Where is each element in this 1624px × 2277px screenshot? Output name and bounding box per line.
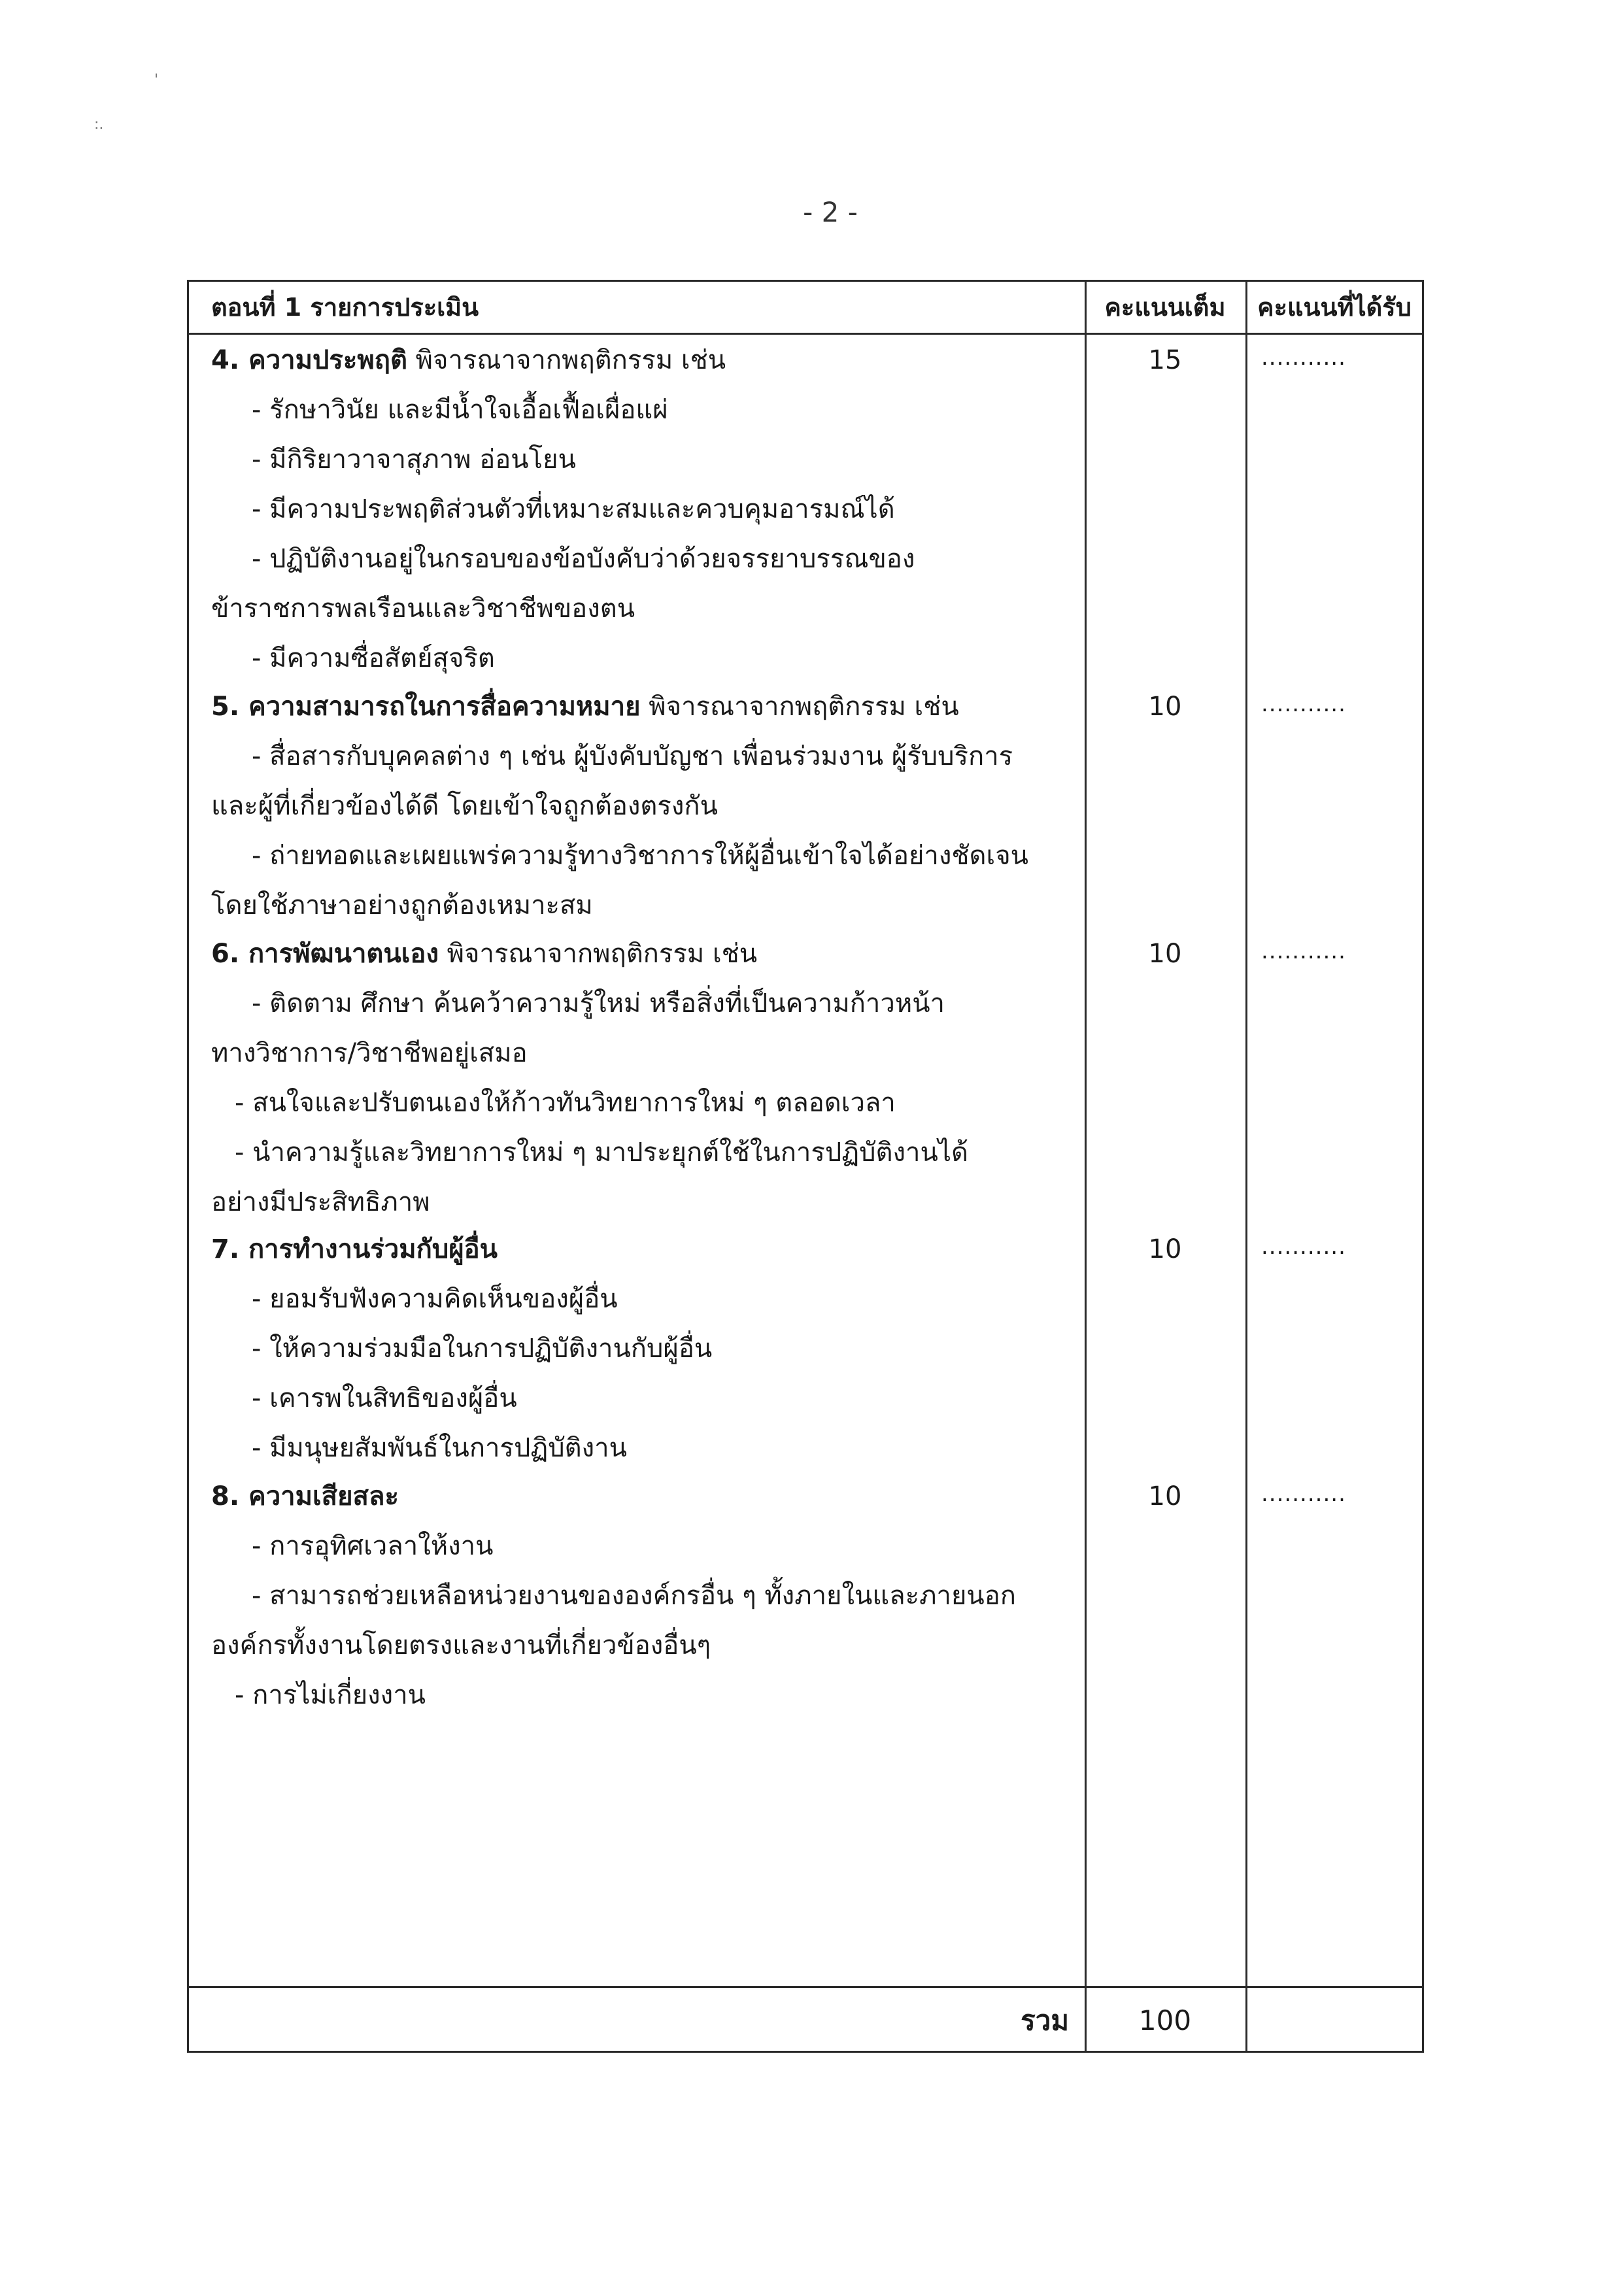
criterion-bullet: - มีความประพฤติส่วนตัวที่เหมาะสมและควบคุมอารมณ์ได้ <box>252 494 895 524</box>
criterion-desc: พิจารณาจากพฤติกรรม เช่น <box>407 345 726 375</box>
full-score-value: 10 <box>1148 939 1182 969</box>
criterion-title: 4. ความประพฤติ <box>211 345 407 375</box>
received-score-blank: ........... <box>1261 345 1346 371</box>
criterion-bullet-cont: องค์กรทั้งงานโดยตรงและงานที่เกี่ยวข้องอื่นๆ <box>211 1630 711 1661</box>
total-label: รวม <box>1021 2004 1069 2036</box>
criterion-bullet: - มีความซื่อสัตย์สุจริต <box>252 643 495 673</box>
full-score-value: 10 <box>1148 1481 1182 1511</box>
scan-speck: ' <box>154 72 159 88</box>
criterion-title: 5. ความสามารถในการสื่อความหมาย <box>211 692 641 722</box>
criterion-title: 8. ความเสียสละ <box>211 1481 399 1511</box>
criterion-bullet: - มีมนุษยสัมพันธ์ในการปฏิบัติงาน <box>252 1433 627 1463</box>
criterion-bullet-cont: ทางวิชาการ/วิชาชีพอยู่เสมอ <box>211 1038 528 1068</box>
criterion-desc: พิจารณาจากพฤติกรรม เช่น <box>438 939 758 969</box>
criterion-bullet: - ปฏิบัติงานอยู่ในกรอบของข้อบังคับว่าด้วยจรรยาบรรณของ <box>252 544 915 574</box>
full-score-value: 10 <box>1148 692 1182 722</box>
criterion-bullet: - สามารถช่วยเหลือหน่วยงานขององค์กรอื่น ๆ ทั้งภายในและภายนอก <box>252 1581 1016 1611</box>
criterion-bullet: - เคารพในสิทธิของผู้อื่น <box>252 1383 517 1413</box>
full-score-value: 10 <box>1148 1234 1182 1264</box>
table-body <box>189 333 1422 1991</box>
full-score-value: 15 <box>1148 345 1182 375</box>
header-full-score: คะแนนเต็ม <box>1104 293 1226 322</box>
table-header-row <box>189 282 1422 335</box>
criterion-bullet: - สนใจและปรับตนเองให้ก้าวทันวิทยาการใหม่ ๆ ตลอดเวลา <box>235 1088 896 1118</box>
total-value: 100 <box>1138 2004 1192 2036</box>
scan-speck: :. <box>94 116 104 133</box>
criterion-bullet-cont: ข้าราชการพลเรือนและวิชาชีพของตน <box>211 594 635 624</box>
criterion-bullet: - การอุทิศเวลาให้งาน <box>252 1531 494 1561</box>
criterion-bullet: - ให้ความร่วมมือในการปฏิบัติงานกับผู้อื่น <box>252 1334 713 1364</box>
criterion-bullet: - รักษาวินัย และมีน้ำใจเอื้อเฟื้อเผื่อแผ่ <box>252 395 668 425</box>
criterion-title: 7. การทำงานร่วมกับผู้อื่น <box>211 1234 498 1264</box>
criterion-bullet-cont: โดยใช้ภาษาอย่างถูกต้องเหมาะสม <box>211 890 593 920</box>
criterion-title: 6. การพัฒนาตนเอง <box>211 939 439 969</box>
criterion-bullet: - ถ่ายทอดและเผยแพร่ความรู้ทางวิชาการให้ผู้อื่นเข้าใจได้อย่างชัดเจน <box>252 841 1028 871</box>
criterion-bullet: - สื่อสารกับบุคคลต่าง ๆ เช่น ผู้บังคับบัญชา เพื่อนร่วมงาน ผู้รับบริการ <box>252 741 1013 771</box>
received-score-blank: ........... <box>1261 1481 1346 1507</box>
criterion-heading <box>211 938 757 970</box>
criterion-heading <box>211 1234 498 1265</box>
criterion-bullet-cont: อย่างมีประสิทธิภาพ <box>211 1187 430 1217</box>
criterion-bullet: - การไม่เกี่ยงงาน <box>235 1680 426 1710</box>
criterion-bullet: - ติดตาม ศึกษา ค้นคว้าความรู้ใหม่ หรือสิ่งที่เป็นความก้าวหน้า <box>252 988 945 1019</box>
criterion-heading <box>211 1481 399 1512</box>
evaluation-table <box>187 280 1424 2053</box>
criterion-bullet: - ยอมรับฟังความคิดเห็นของผู้อื่น <box>252 1284 618 1314</box>
criterion-bullet-cont: และผู้ที่เกี่ยวข้องได้ดี โดยเข้าใจถูกต้องตรงกัน <box>211 791 718 821</box>
criterion-bullet: - มีกิริยาวาจาสุภาพ อ่อนโยน <box>252 445 576 475</box>
received-score-blank: ........... <box>1261 938 1346 964</box>
criterion-heading <box>211 691 959 722</box>
total-row <box>189 1986 1422 2051</box>
header-received-score: คะแนนที่ได้รับ <box>1257 293 1412 322</box>
received-score-blank: ........... <box>1261 691 1346 717</box>
criterion-bullet: - นำความรู้และวิทยาการใหม่ ๆ มาประยุกต์ใช้ในการปฏิบัติงานได้ <box>235 1138 968 1168</box>
header-items: ตอนที่ 1 รายการประเมิน <box>211 293 479 322</box>
criterion-desc: พิจารณาจากพฤติกรรม เช่น <box>640 692 959 722</box>
page-number: - 2 - <box>803 196 858 228</box>
received-score-blank: ........... <box>1261 1234 1346 1260</box>
criterion-heading <box>211 345 726 376</box>
